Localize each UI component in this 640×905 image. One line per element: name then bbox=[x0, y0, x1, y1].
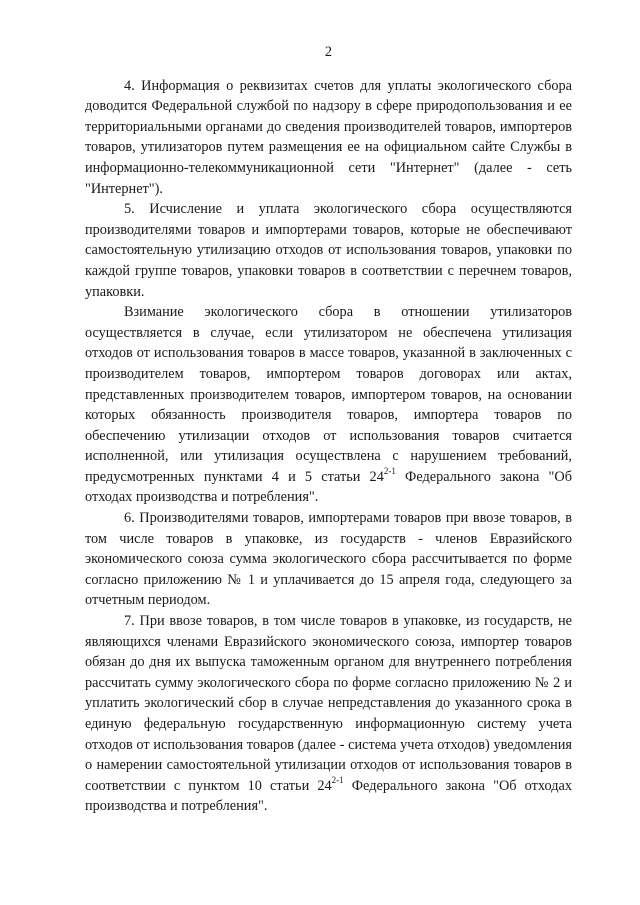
paragraph-collection-conditions bbox=[85, 302, 572, 508]
paragraph-item-6: 6. Производителями товаров, импортерами товаров при ввозе товаров, в том числе товаров в упаковке, из государств - членов Евразийского экономического союза сумма экологического сбора рассчитывается по форме согласно приложению № 1 и уплачивается до 15 апреля года, следующего за отчетным периодом. bbox=[85, 510, 572, 609]
paragraph-item-4: 4. Информация о реквизитах счетов для уплаты экологического сбора доводится Федеральной службой по надзору в сфере природопользования и ее территориальными органами до сведения производителей товаров, импортеров товаров, утилизаторов путем размещения ее на официальном сайте Службы в информационно-телекоммуникационной сети "Интернет" (далее - сеть "Интернет"). bbox=[85, 77, 572, 197]
paragraph-item-5: 5. Исчисление и уплата экологического сбора осуществляются производителями товаров и импортерами товаров, которые не обеспечивают самостоятельную утилизацию отходов от использования товаров, упаковки по каждой группе товаров, упаковки товаров в соответствии с перечнем товаров, упаковки. bbox=[85, 201, 572, 300]
paragraph-text-before: Взимание экологического сбора в отношении утилизаторов осуществляется в случае, если утилизатором не обеспечена утилизация отходов от использования товаров в массе товаров, указанной в заключенных с производителем товаров, импортером товаров договорах или актах, представленных производителем товаров, импортером товаров, на основании которых обязанность производителя товаров, импортера товаров по обеспечению утилизации отходов от использования товаров считается исполненной, или утилизация осуществлена с нарушением требований, предусмотренных пунктами 4 и 5 статьи 24 bbox=[85, 304, 572, 485]
article-superscript: 2-1 bbox=[331, 775, 344, 786]
paragraph-text-before: 7. При ввозе товаров, в том числе товаров в упаковке, из государств, не являющихся членами Евразийского экономического союза, импортер товаров обязан до дня их выпуска таможенным органом для внутреннего потребления рассчитать сумму экологического сбора по форме согласно приложению № 2 и уплатить экологический сбор в случае непредставления до указанного срока в единую федеральную государственную информационную систему учета отходов от использования товаров (далее - система учета отходов) уведомления о намерении самостоятельной утилизации отходов от использования товаров в соответствии с пунктом 10 статьи 24 bbox=[85, 613, 572, 794]
page-number: 2 bbox=[324, 44, 333, 60]
paragraph-item-7 bbox=[85, 611, 572, 817]
paragraph-text-after: Федерального закона "Об отходах производства и потребления". bbox=[85, 468, 572, 506]
paragraph-text-after: Федерального закона "Об отходах производства и потребления". bbox=[85, 777, 572, 815]
article-superscript: 2-1 bbox=[383, 466, 396, 477]
